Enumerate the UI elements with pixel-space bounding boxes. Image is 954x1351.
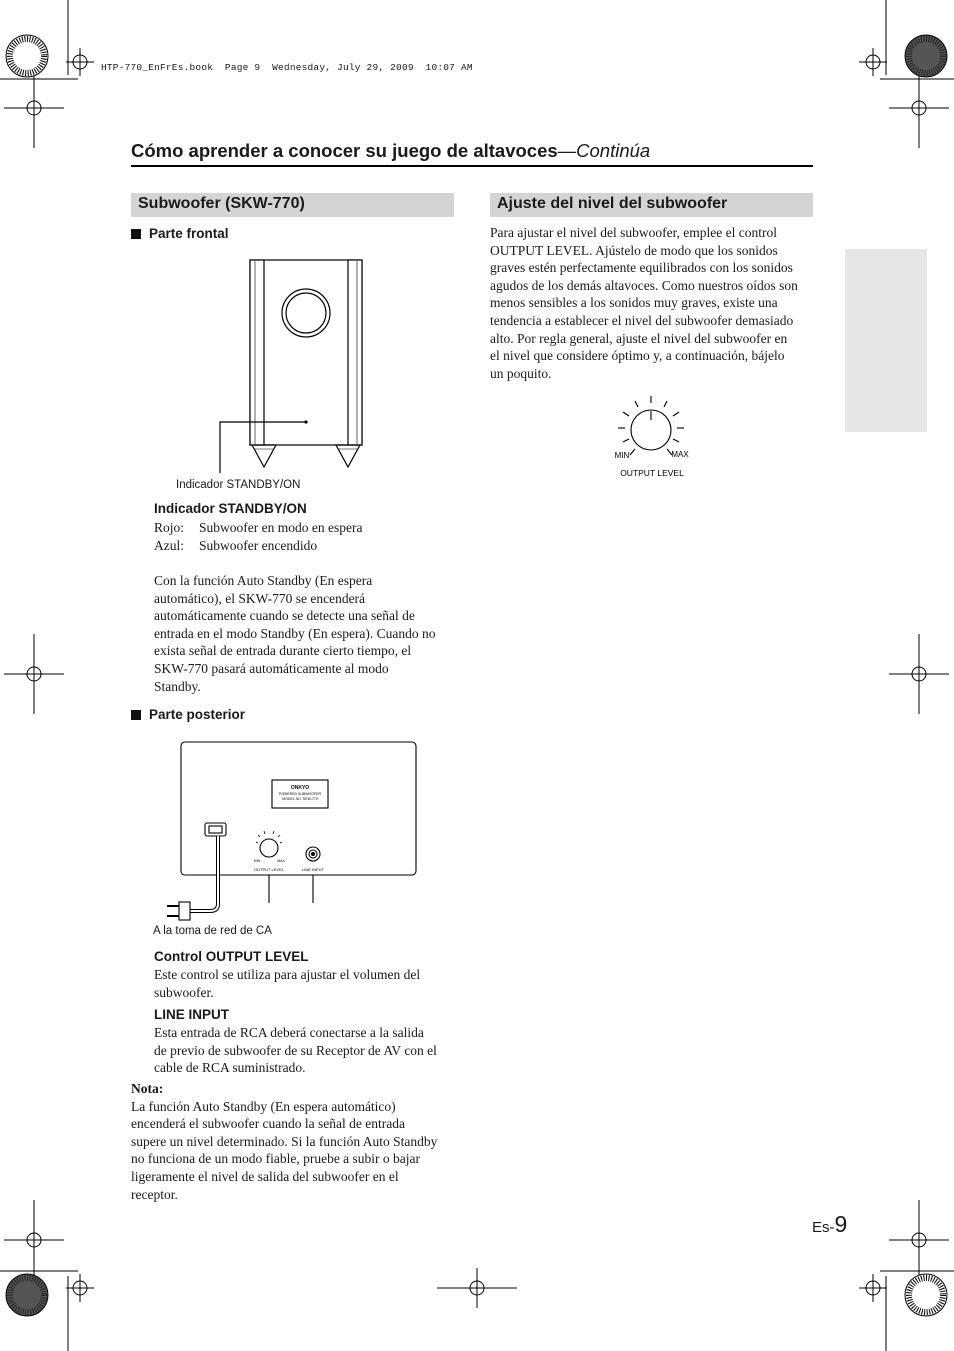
file-header: HTP-770_EnFrEs.book Page 9 Wednesday, July 29, 2009 10:07 AM — [101, 62, 473, 73]
rear-heading: Parte posterior — [131, 707, 245, 722]
page-title-main: Cómo aprender a conocer su juego de altavoces — [131, 140, 558, 161]
rear-knob-min: MIN — [253, 859, 261, 863]
section-bar-adjust — [490, 193, 813, 217]
line-input-text: Esta entrada de RCA deberá conectarse a la salida de previo de subwoofer de su Receptor de AV con el cable de RCA suministrado. — [154, 1025, 437, 1076]
section-title-subwoofer: Subwoofer (SKW-770) — [138, 195, 305, 212]
front-heading: Parte frontal — [131, 226, 229, 241]
page-number-value: 9 — [834, 1211, 848, 1237]
note-heading: Nota: — [131, 1081, 164, 1096]
title-rule — [131, 165, 813, 167]
knob-max-label: MAX — [671, 450, 689, 459]
indicator-row: Azul: Subwoofer encendido — [154, 537, 318, 553]
line-input-heading: LINE INPUT — [154, 1007, 230, 1022]
page-title-continued: —Continúa — [557, 140, 651, 161]
output-level-knob-diagram — [605, 390, 700, 485]
indicator-row: Rojo: Subwoofer en modo en espera — [154, 520, 363, 535]
knob-min-label: MIN — [614, 451, 630, 460]
rear-knob-label: OUTPUT LEVEL — [254, 867, 284, 872]
rear-jack-label: LINE INPUT — [301, 867, 325, 872]
section-bar-subwoofer — [131, 193, 454, 217]
subwoofer-front-diagram — [210, 255, 380, 475]
knob-output-label: OUTPUT LEVEL — [620, 468, 684, 478]
page-number — [812, 1211, 847, 1238]
ac-caption: A la toma de red de CA — [153, 925, 272, 937]
note: Nota: La función Auto Standby (En espera automático) encenderá el subwoofer cuando la señal de entrada supere un nivel determinado. Si la función Auto Standby no funciona de un modo fiable, pruebe a subir o bajar ligeramente el nivel de salida del subwoofer en el receptor. — [131, 1080, 461, 1203]
front-diagram-label: Indicador STANDBY/ON — [176, 479, 301, 491]
adjust-paragraph: Para ajustar el nivel del subwoofer, emplee el control OUTPUT LEVEL. Ajústelo de modo que los sonidos graves estén perfectamente equilibrados con los sonidos agudos de los demás altavoces. Como nuestros oídos son menos sensibles a los sonidos muy graves, existe una tendencia a establecer el nivel del subwoofer demasiado alto. Por regla general, ajuste el nivel del subwoofer en el nivel que considere óptimo y, a continuación, bájelo un poquito. — [490, 225, 798, 381]
rear-label-line2: MODEL NO. SKW-770 — [282, 797, 318, 801]
indicator-heading: Indicador STANDBY/ON — [154, 501, 307, 516]
rear-brand: ONKYO — [290, 785, 310, 791]
rear-label-line1: POWERED SUBWOOFER — [278, 792, 322, 796]
output-level-text: Este control se utiliza para ajustar el volumen del subwoofer. — [154, 967, 421, 1000]
subwoofer-rear-diagram — [150, 738, 430, 928]
auto-standby-paragraph: Con la función Auto Standby (En espera automático), el SKW-770 se encenderá automáticamente cuando se detecte una señal de entrada en el modo Standby (En espera). Cuando no exista señal de entrada durante cierto tiempo, el SKW-770 pasará automáticamente al modo Standby. — [154, 573, 436, 694]
output-level-heading: Control OUTPUT LEVEL — [154, 949, 309, 964]
section-title-adjust: Ajuste del nivel del subwoofer — [497, 195, 728, 212]
side-tab — [845, 249, 927, 432]
page-number-prefix: Es- — [812, 1219, 835, 1236]
indicator-rows — [154, 519, 454, 554]
page-title — [131, 140, 650, 162]
rear-knob-max: MAX — [277, 859, 285, 863]
